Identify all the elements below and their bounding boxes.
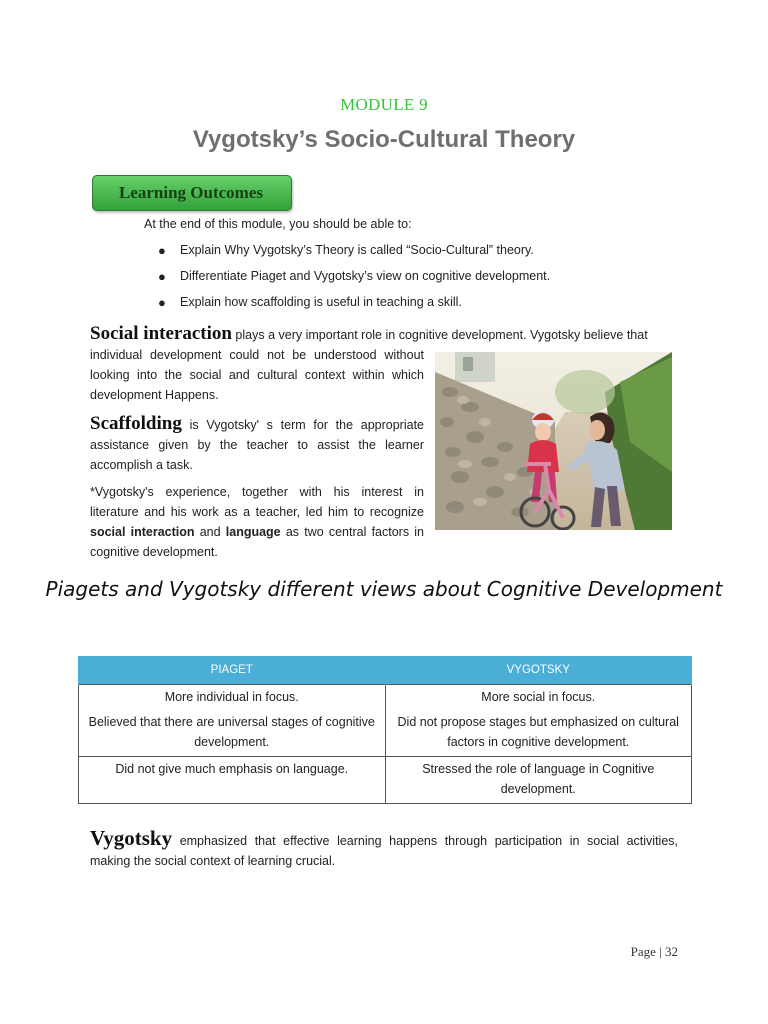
table-cell-piaget (79, 685, 386, 757)
experience-bold-language: language (225, 525, 281, 539)
table-row (79, 757, 692, 804)
experience-paragraph (90, 482, 424, 562)
comparison-heading: Piagets and Vygotsky different views about Cognitive Development (45, 577, 723, 601)
comparison-table (78, 656, 692, 804)
outcome-text: Explain how scaffolding is useful in teaching a skill. (180, 295, 462, 309)
module-label: MODULE 9 (340, 95, 428, 114)
table-cell-vygotsky (385, 757, 692, 804)
scaffolding-paragraph (90, 414, 424, 475)
page-title: Vygotsky’s Socio-Cultural Theory (192, 126, 576, 153)
closing-text: emphasized that effective learning happens through participation in social activities, making the social context of learning crucial. (90, 834, 678, 868)
bullet-dot-icon: ● (158, 295, 166, 310)
experience-and: and (194, 525, 226, 539)
scaffolding-text: is Vygotsky' s term for the appropriate assistance given by the teacher to assist the learner accomplish a task. (90, 418, 424, 472)
closing-lead: Vygotsky (90, 826, 173, 850)
social-interaction-paragraph: individual development could not be understood without looking into the social and cultural context within which development Happens. (90, 348, 424, 402)
bullet-dot-icon: ● (158, 243, 166, 258)
social-interaction-paragraph-line1 (90, 321, 678, 348)
page-footer: Page | 32 (630, 944, 678, 959)
bicycle-photo (435, 352, 672, 530)
experience-text: *Vygotsky's experience, together with his interest in literature and his work as a teacher, led him to recognize (90, 485, 424, 519)
closing-paragraph (90, 828, 678, 871)
cell-line: Did not propose stages but emphasized on cultural factors in cognitive development. (397, 715, 679, 749)
outcome-text: Differentiate Piaget and Vygotsky’s view on cognitive development. (180, 269, 551, 283)
table-cell-piaget (79, 757, 386, 804)
column-header-piaget: PIAGET (79, 656, 386, 685)
column-header-vygotsky: VYGOTSKY (385, 656, 692, 685)
experience-text-end: as two central factors in cognitive development. (90, 525, 424, 559)
cell-line: More individual in focus. (164, 690, 299, 704)
social-interaction-text: plays a very important role in cognitive development. Vygotsky believe that (231, 328, 648, 342)
table-row (79, 685, 692, 757)
cell-line: Believed that there are universal stages of cognitive development. (88, 715, 375, 749)
experience-bold-social: social interaction (90, 525, 195, 539)
page-number: 32 (665, 944, 678, 959)
table-cell-vygotsky (385, 685, 692, 757)
bullet-dot-icon: ● (158, 269, 166, 284)
outcomes-intro: At the end of this module, you should be able to: (144, 217, 412, 231)
social-interaction-lead: Social interaction (90, 323, 232, 344)
scaffolding-lead: Scaffolding (90, 413, 182, 434)
page-label: Page (630, 944, 656, 959)
table-header-row (79, 656, 692, 685)
cell-line: Did not give much emphasis on language. (115, 762, 349, 776)
cell-line: More social in focus. (481, 690, 596, 704)
outcome-text: Explain Why Vygotsky’s Theory is called “Socio-Cultural” theory. (180, 243, 534, 257)
learning-outcomes-label: Learning Outcomes (118, 183, 264, 202)
cell-line: Stressed the role of language in Cognitive development. (422, 762, 655, 796)
